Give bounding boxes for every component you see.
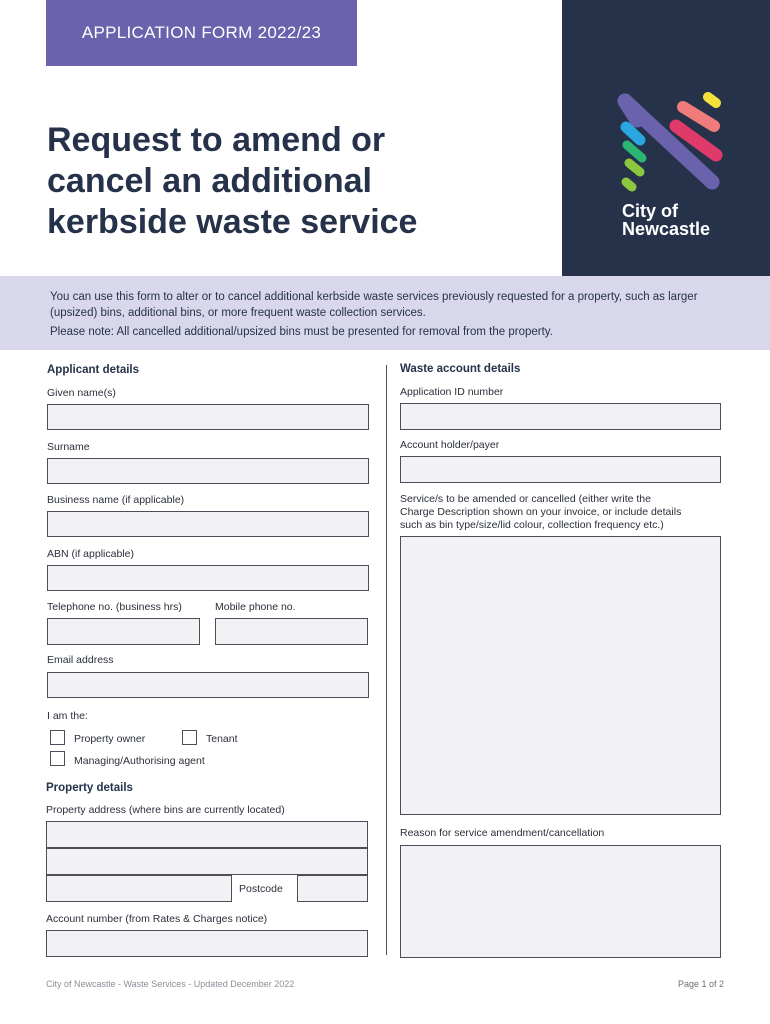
intro-banner <box>0 276 770 350</box>
property-address-line-2-field[interactable] <box>46 848 368 875</box>
managing-agent-label: Managing/Authorising agent <box>74 755 205 767</box>
footer-text: City of Newcastle - Waste Services - Updated December 2022 <box>46 979 295 989</box>
column-divider <box>386 365 387 955</box>
logo-wordmark <box>622 202 710 238</box>
business-name-label: Business name (if applicable) <box>47 494 185 506</box>
form-year-label: APPLICATION FORM 2022/23 <box>81 23 322 42</box>
postcode-label: Postcode <box>239 883 283 895</box>
reason-label: Reason for service amendment/cancellation <box>400 827 605 839</box>
account-holder-label: Account holder/payer <box>400 439 500 451</box>
abn-field[interactable] <box>47 565 369 591</box>
page-number: Page 1 of 2 <box>677 979 724 989</box>
mobile-label: Mobile phone no. <box>215 601 296 613</box>
services-label-line: Service/s to be amended or cancelled (either write the <box>400 493 651 505</box>
given-name-field[interactable] <box>47 404 369 430</box>
managing-agent-checkbox[interactable] <box>50 751 65 766</box>
logo-panel <box>562 0 770 276</box>
applicant-details-heading: Applicant details <box>47 364 140 376</box>
surname-field[interactable] <box>47 458 369 484</box>
property-details-heading: Property details <box>46 782 133 794</box>
page-title <box>47 120 517 243</box>
property-address-label: Property address (where bins are currently located) <box>46 804 285 816</box>
email-label: Email address <box>47 654 114 666</box>
given-name-label: Given name(s) <box>47 387 116 399</box>
page-title-line: kerbside waste service <box>47 203 418 241</box>
property-owner-checkbox[interactable] <box>50 730 65 745</box>
services-field[interactable] <box>400 536 721 815</box>
reason-field[interactable] <box>400 845 721 958</box>
property-address-line-3-field[interactable] <box>46 875 232 902</box>
account-number-label: Account number (from Rates & Charges notice) <box>46 913 268 925</box>
services-label-line: Charge Description shown on your invoice, or include details <box>400 506 682 518</box>
form-year-banner <box>46 0 357 66</box>
telephone-label: Telephone no. (business hrs) <box>47 601 182 613</box>
tenant-label: Tenant <box>206 733 238 745</box>
logo-line-2: Newcastle <box>622 219 711 239</box>
page-title-line: cancel an additional <box>47 162 372 200</box>
services-label-line: such as bin type/size/lid colour, collection frequency etc.) <box>400 519 664 531</box>
account-number-field[interactable] <box>46 930 368 957</box>
application-id-field[interactable] <box>400 403 721 430</box>
business-name-field[interactable] <box>47 511 369 537</box>
property-owner-label: Property owner <box>74 733 146 745</box>
i-am-the-label: I am the: <box>47 710 88 722</box>
waste-account-heading: Waste account details <box>400 363 521 375</box>
intro-note: Please note: All cancelled additional/upsized bins must be presented for removal from the property. <box>50 326 553 338</box>
surname-label: Surname <box>47 441 90 453</box>
account-holder-field[interactable] <box>400 456 721 483</box>
postcode-field[interactable] <box>297 875 368 902</box>
mobile-field[interactable] <box>215 618 368 645</box>
email-field[interactable] <box>47 672 369 698</box>
page-title-line: Request to amend or <box>47 121 386 159</box>
abn-label: ABN (if applicable) <box>47 548 134 560</box>
tenant-checkbox[interactable] <box>182 730 197 745</box>
logo-line-1: City of <box>622 201 678 221</box>
telephone-field[interactable] <box>47 618 200 645</box>
services-label <box>400 493 681 532</box>
application-id-label: Application ID number <box>400 386 504 398</box>
property-address-line-1-field[interactable] <box>46 821 368 848</box>
intro-text: You can use this form to alter or to cancel additional kerbside waste services previously requested for a property, such as larger (upsized) bins, additional bins, or more frequent waste collection services. <box>50 291 698 319</box>
